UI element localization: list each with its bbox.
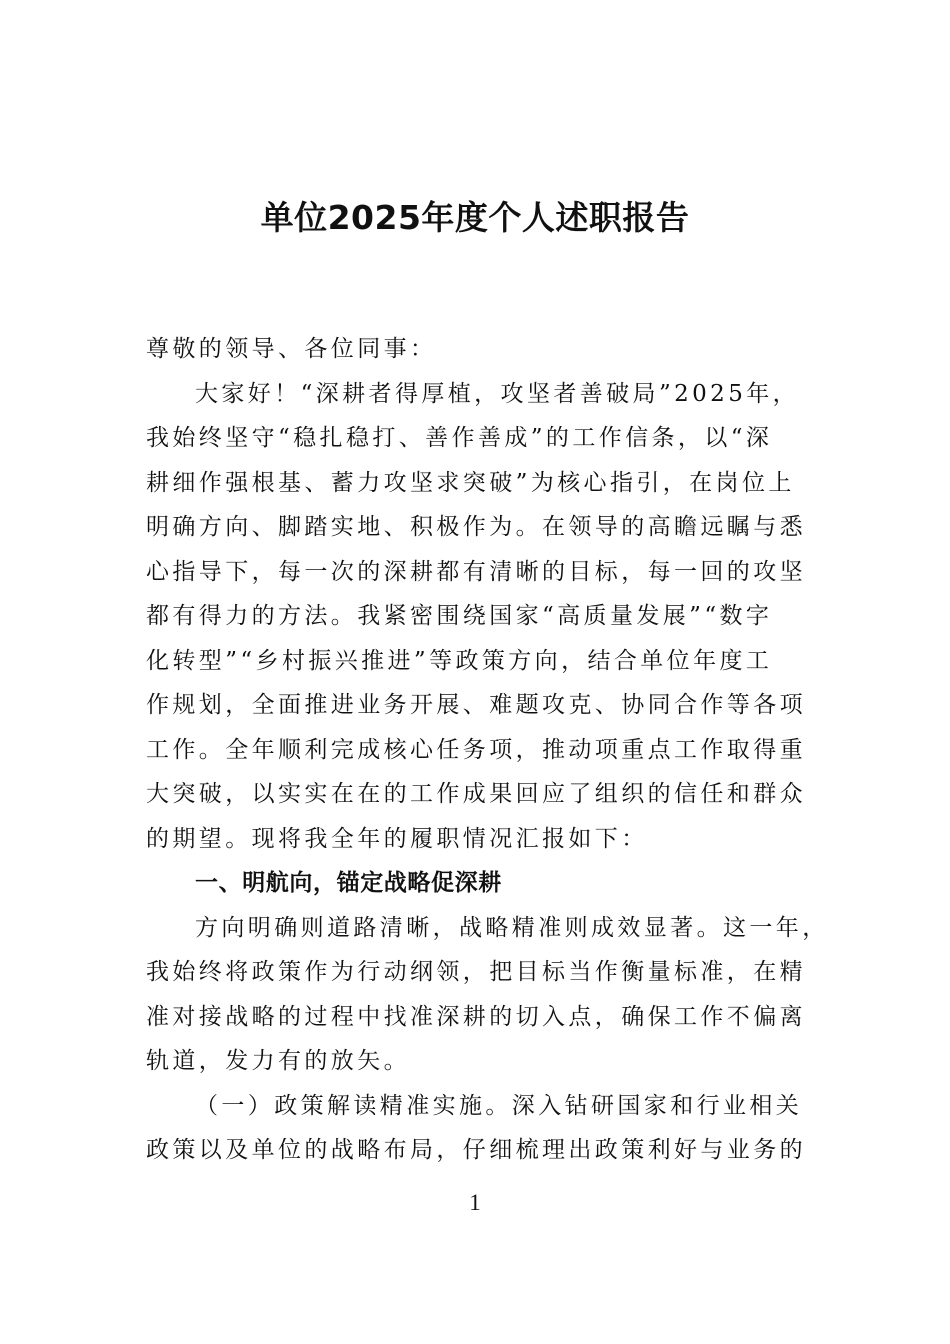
paragraph-line: 大突破，以实实在在的工作成果回应了组织的信任和群众	[146, 781, 806, 807]
paragraph-line: 政策以及单位的战略布局，仔细梳理出政策利好与业务的	[146, 1137, 806, 1163]
page-number: 1	[469, 1190, 481, 1215]
paragraph-line: 心指导下，每一次的深耕都有清晰的目标，每一回的攻坚	[146, 558, 806, 585]
paragraph-line: 化转型”“乡村振兴推进”等政策方向，结合单位年度工	[146, 647, 773, 674]
paragraph-line: 作规划，全面推进业务开展、难题攻克、协同合作等各项	[146, 692, 806, 718]
paragraph-line: 工作。全年顺利完成核心任务项，推动项重点工作取得重	[146, 736, 806, 763]
paragraph-line: 轨道，发力有的放矢。	[146, 1048, 410, 1074]
salutation-line: 尊敬的领导、各位同事：	[146, 336, 437, 362]
paragraph-line: 耕细作强根基、蓄力攻坚求突破”为核心指引，在岗位上	[146, 469, 795, 496]
document-body	[146, 327, 829, 1173]
paragraph-line: 都有得力的方法。我紧密围绕国家“高质量发展”“数字	[146, 603, 773, 629]
paragraph-line: 明确方向、脚踏实地、积极作为。在领导的高瞻远瞩与悉	[146, 514, 806, 540]
subsection-line: （一）政策解读精准实施。深入钻研国家和行业相关	[195, 1092, 803, 1119]
paragraph-line: 我始终将政策作为行动纲领，把目标当作衡量标准，在精	[146, 959, 806, 985]
section-heading: 一、明航向，锚定战略促深耕	[195, 870, 502, 896]
document-title: 单位2025年度个人述职报告	[260, 198, 690, 237]
paragraph-line: 我始终坚守“稳扎稳打、善作善成”的工作信条，以“深	[146, 425, 773, 451]
paragraph-line: 准对接战略的过程中找准深耕的切入点，确保工作不偏离	[146, 1003, 806, 1030]
paragraph-line: 大家好！“深耕者得厚植，攻坚者善破局”2025年，	[195, 380, 800, 407]
paragraph-line: 的期望。现将我全年的履职情况汇报如下：	[146, 825, 648, 852]
paragraph-line: 方向明确则道路清晰，战略精准则成效显著。这一年，	[195, 914, 829, 941]
